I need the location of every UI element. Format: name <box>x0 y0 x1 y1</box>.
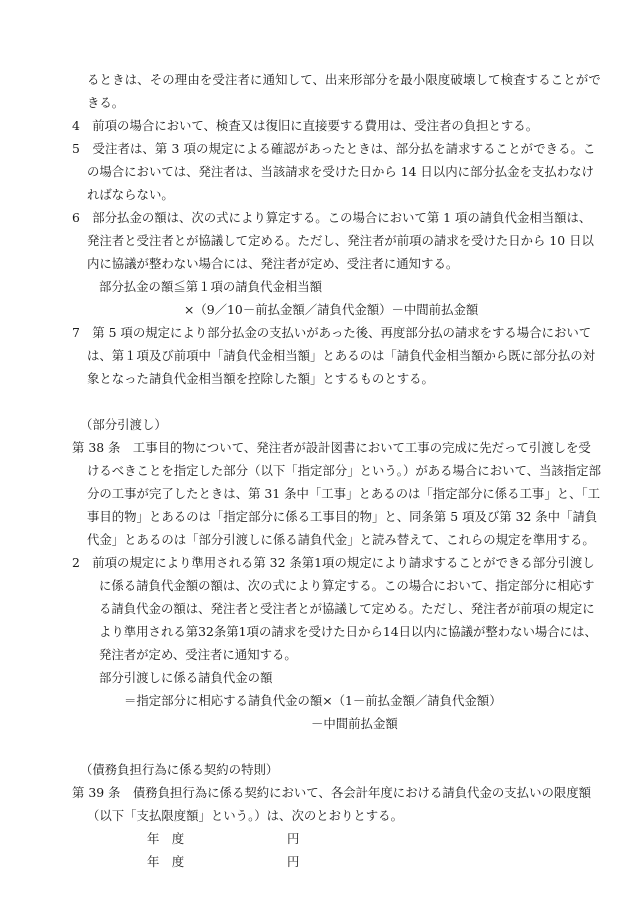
body-text-line: ればならない。 <box>87 187 174 202</box>
body-text-line: の場合においては、発注者は、当該請求を受けた日から 14 日以内に部分払金を支払わなけ <box>87 164 594 179</box>
body-text-line: けるべきことを指定した部分（以下「指定部分」という。）がある場合において、当該指定部 <box>87 463 601 478</box>
body-text-line: 発注者と受注者とが協議して定める。ただし、発注者が前項の請求を受けた日から 10 日以 <box>87 233 594 248</box>
body-text-line: 事目的物」とあるのは「指定部分に係る工事目的物」と、同条第 5 項及び第 32 条中「請負 <box>87 509 598 524</box>
clause-7-text: 7 第 5 項の規定により部分払金の支払いがあった後、再度部分払の請求をする場合において <box>72 325 592 340</box>
body-text-line: 分の工事が完了したときは、第 31 条中「工事」とあるのは「指定部分に係る工事」と、「工 <box>87 486 601 501</box>
clause-5-text: 5 受注者は、第 3 項の規定による確認があったときは、部分払を請求することができる。こ <box>72 141 596 156</box>
formula-line: ＝指定部分に相応する請負代金の額×（1－前払金額／請負代金額） <box>124 693 502 708</box>
clause-6-text: 6 部分払金の額は、次の式により算定する。この場合において第 1 項の請負代金相当額は、 <box>72 210 592 225</box>
body-text-line: に係る請負代金額の額は、次の式により算定する。この場合において、指定部分に相応す <box>99 578 595 593</box>
body-text-line: るときは、その理由を受注者に通知して、出来形部分を最小限度破壊して検査することがで <box>87 72 601 87</box>
section-heading: （債務負担行為に係る契約の特則） <box>80 762 279 777</box>
body-text-line: （以下「支払限度額」という。）は、次のとおりとする。 <box>87 808 403 823</box>
section-heading: （部分引渡し） <box>80 417 167 432</box>
formula-line: －中間前払金額 <box>311 716 398 731</box>
body-text-line: より準用される第32条第1項の請求を受けた日から14日以内に協議が整わない場合には、 <box>99 624 597 639</box>
body-text-line: 内に協議が整わない場合には、発注者が定め、受注者に通知する。 <box>87 256 459 271</box>
body-text-line: 発注者が定め、受注者に通知する。 <box>99 647 297 662</box>
body-text-line: きる。 <box>87 95 125 110</box>
formula-line: 部分引渡しに係る請負代金の額 <box>99 670 273 685</box>
body-text-line: は、第１項及び前項中「請負代金相当額」とあるのは「請負代金相当額から既に部分払の対 <box>87 348 596 363</box>
yen-label: 円 <box>287 854 300 869</box>
article-38-text: 第 38 条 工事目的物について、発注者が設計図書において工事の完成に先だって引渡しを受 <box>72 440 591 455</box>
body-text-line: 象となった請負代金相当額を控除した額」とするものとする。 <box>87 371 434 386</box>
clause-4-text: 4 前項の場合において、検査又は復旧に直接要する費用は、受注者の負担とする。 <box>72 118 539 133</box>
yen-label: 円 <box>287 831 300 846</box>
year-label: 年 度 <box>147 831 185 846</box>
body-text-line: 代金」とあるのは「部分引渡しに係る請負代金」と読み替えて、これらの規定を準用する。 <box>87 532 595 547</box>
clause-2-text: 2 前項の規定により準用される第 32 条第1項の規定により請求することができる部分引渡し <box>72 555 595 570</box>
formula-line: ×（9／10－前払金額／請負代金額）－中間前払金額 <box>184 302 479 317</box>
year-label: 年 度 <box>147 854 185 869</box>
article-39-text: 第 39 条 債務負担行為に係る契約において、各会計年度における請負代金の支払いの限度額 <box>72 785 592 800</box>
formula-line: 部分払金の額≦第１項の請負代金相当額 <box>99 279 323 294</box>
body-text-line: る請負代金の額は、発注者と受注者とが協議して定める。ただし、発注者が前項の規定に <box>99 601 595 616</box>
